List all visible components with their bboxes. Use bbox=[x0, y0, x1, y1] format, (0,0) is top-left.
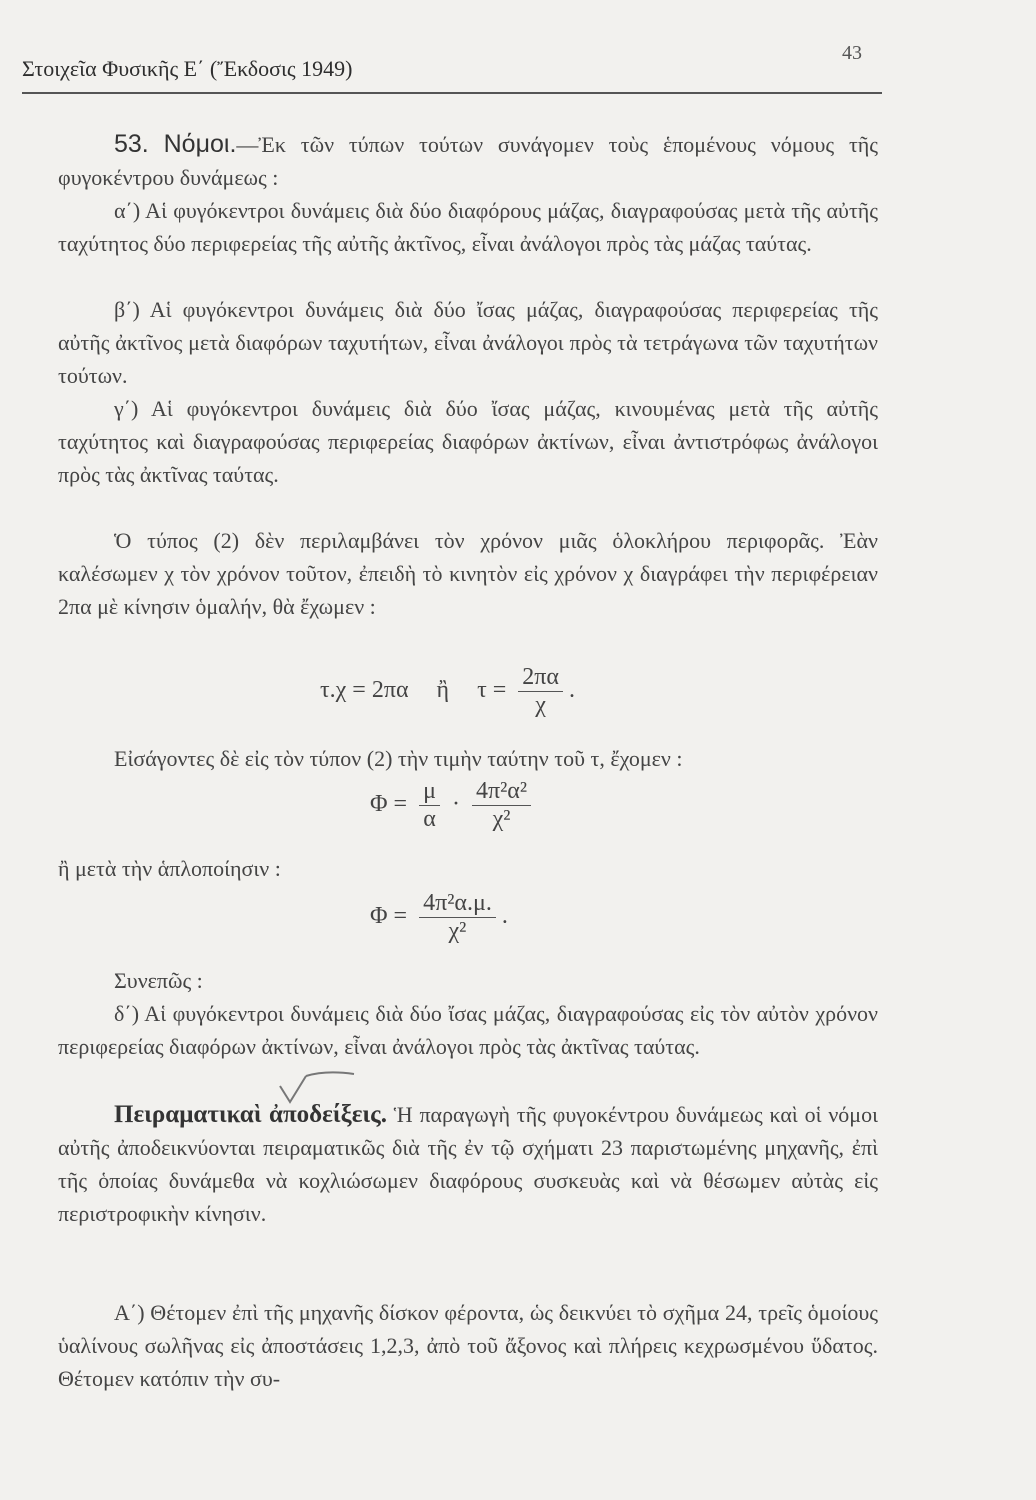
experimental-proofs-text: Ἡ παραγωγὴ τῆς φυγοκέντρου δυνάμεως καὶ οἱ νόμοι αὐτῆς ἀποδεικνύονται πειραματικῶς διὰ τῆς ἐν τῷ σχήματι 23 παριστωμένης μηχανῆς, ἐπὶ τῆς ὁποίας δυνάμεθα νὰ κοχλιώσωμεν διαφόρους συσκευὰς καὶ νὰ θέσωμεν αὐτὰς εἰς περιστροφικὴν κίνησιν. bbox=[58, 1102, 879, 1226]
fraction-denominator: χ² bbox=[492, 806, 511, 832]
law-d: δ΄) Αἱ φυγόκεντροι δυνάμεις διὰ δύο ἴσας μάζας, διαγραφούσας εἰς τὸν αὐτὸν χρόνον περιφερείας διαφόρων ἀκτίνων, εἶναι ἀνάλογοι πρὸς τὰς ἀκτῖνας ταύτας. bbox=[58, 1001, 878, 1059]
period-paragraph: Ὁ τύπος (2) δὲν περιλαμβάνει τὸν χρόνον μιᾶς ὁλοκλήρου περιφορᾶς. Ἐὰν καλέσωμεν χ τὸν χρόνον τοῦτον, ἐπειδὴ τὸ κινητὸν εἰς χρόνον χ διαγράφει τὴν περιφέρειαν 2πα μὲ κίνησιν ὁμαλήν, θὰ ἔχωμεν : bbox=[58, 528, 878, 619]
fraction-numerator: 4π²α.μ. bbox=[419, 890, 496, 918]
law-a: α΄) Αἱ φυγόκεντροι δυνάμεις διὰ δύο διαφόρους μάζας, διαγραφούσας μετὰ τῆς αὐτῆς ταχύτητος δύο περιφερείας τῆς αὐτῆς ἀκτῖνος, εἶναι ἀνάλογοι πρὸς τὰς μάζας ταύτας. bbox=[58, 198, 878, 256]
formula-simplified bbox=[370, 890, 508, 945]
formula-period-end: . bbox=[568, 677, 575, 704]
experiment-a-paragraph: Α΄) Θέτομεν ἐπὶ τῆς μηχανῆς δίσκον φέροντα, ὡς δεικνύει τὸ σχῆμα 24, τρεῖς ὁμοίους ὑαλίνους σωλῆνας εἰς ἀποστάσεις 1,2,3, ἀπὸ τοῦ ἄξονος καὶ πλήρεις κεχρωσμένου ὕδατος. Θέτομεν κατόπιν τὴν συ- bbox=[58, 1300, 878, 1391]
formula-simplified-lhs: Φ = bbox=[370, 903, 408, 930]
running-header: Στοιχεῖα Φυσικῆς Ε΄ (Ἔκδοσις 1949) bbox=[22, 56, 353, 81]
experimental-proofs-paragraph bbox=[58, 1098, 878, 1230]
law-c: γ΄) Αἱ φυγόκεντροι δυνάμεις διὰ δύο ἴσας μάζας, κινουμένας μετὰ τῆς αὐτῆς ταχύτητος καὶ διαγραφούσας περιφερείας διαφόρων ἀκτίνων, εἶναι ἀντιστρόφως ἀνάλογοι πρὸς τὰς ἀκτῖνας ταύτας. bbox=[58, 396, 878, 487]
fraction-denominator: χ² bbox=[448, 918, 467, 944]
fraction-numerator: μ bbox=[419, 778, 440, 806]
fraction-mu-over-a bbox=[419, 778, 440, 833]
fraction-4pi2amu-over-x2 bbox=[419, 890, 496, 945]
section-heading: Νόμοι. bbox=[163, 130, 237, 158]
fraction-denominator: α bbox=[423, 806, 436, 832]
section-intro-text: —Ἐκ τῶν τύπων τούτων συνάγομεν τοὺς ἑπομένους νόμους τῆς φυγοκέντρου δυνάμεως : bbox=[58, 132, 879, 190]
substitute-paragraph: Εἰσάγοντες δὲ εἰς τὸν τύπον (2) τὴν τιμὴν ταύτην τοῦ τ, ἔχομεν : bbox=[114, 746, 683, 771]
formula-or: ἢ bbox=[436, 677, 450, 704]
fraction-numerator: 2πα bbox=[518, 664, 563, 692]
formula-period-lhs: τ.χ = 2πα bbox=[320, 677, 409, 704]
section-number: 53. bbox=[114, 130, 149, 158]
fraction-4pi2a2-over-x2 bbox=[472, 778, 531, 833]
simplify-label: ἢ μετὰ τὴν ἁπλοποίησιν : bbox=[58, 856, 281, 881]
formula-tau-lhs: τ = bbox=[477, 677, 507, 704]
law-b: β΄) Αἱ φυγόκεντροι δυνάμεις διὰ δύο ἴσας μάζας, διαγραφούσας περιφερείας τῆς αὐτῆς ἀκτῖνος μετὰ διαφόρων ταχυτήτων, εἶναι ἀνάλογοι πρὸς τὰ τετράγωνα τῶν ταχυτήτων τούτων. bbox=[58, 297, 878, 388]
page-number: 43 bbox=[842, 42, 862, 64]
experimental-proofs-heading: Πειραματικαὶ ἀποδείξεις. bbox=[114, 1101, 387, 1128]
header-rule bbox=[22, 92, 882, 94]
consequently-label: Συνεπῶς : bbox=[114, 968, 203, 993]
formula-period bbox=[320, 664, 575, 719]
multiply-dot: · bbox=[451, 791, 460, 818]
formula-force-lhs: Φ = bbox=[370, 791, 408, 818]
fraction-2pa-over-x bbox=[518, 664, 563, 719]
section-53-intro bbox=[58, 128, 878, 194]
formula-simplified-end: . bbox=[501, 903, 508, 930]
fraction-denominator: χ bbox=[535, 692, 546, 718]
fraction-numerator: 4π²α² bbox=[472, 778, 531, 806]
formula-force bbox=[370, 778, 537, 833]
